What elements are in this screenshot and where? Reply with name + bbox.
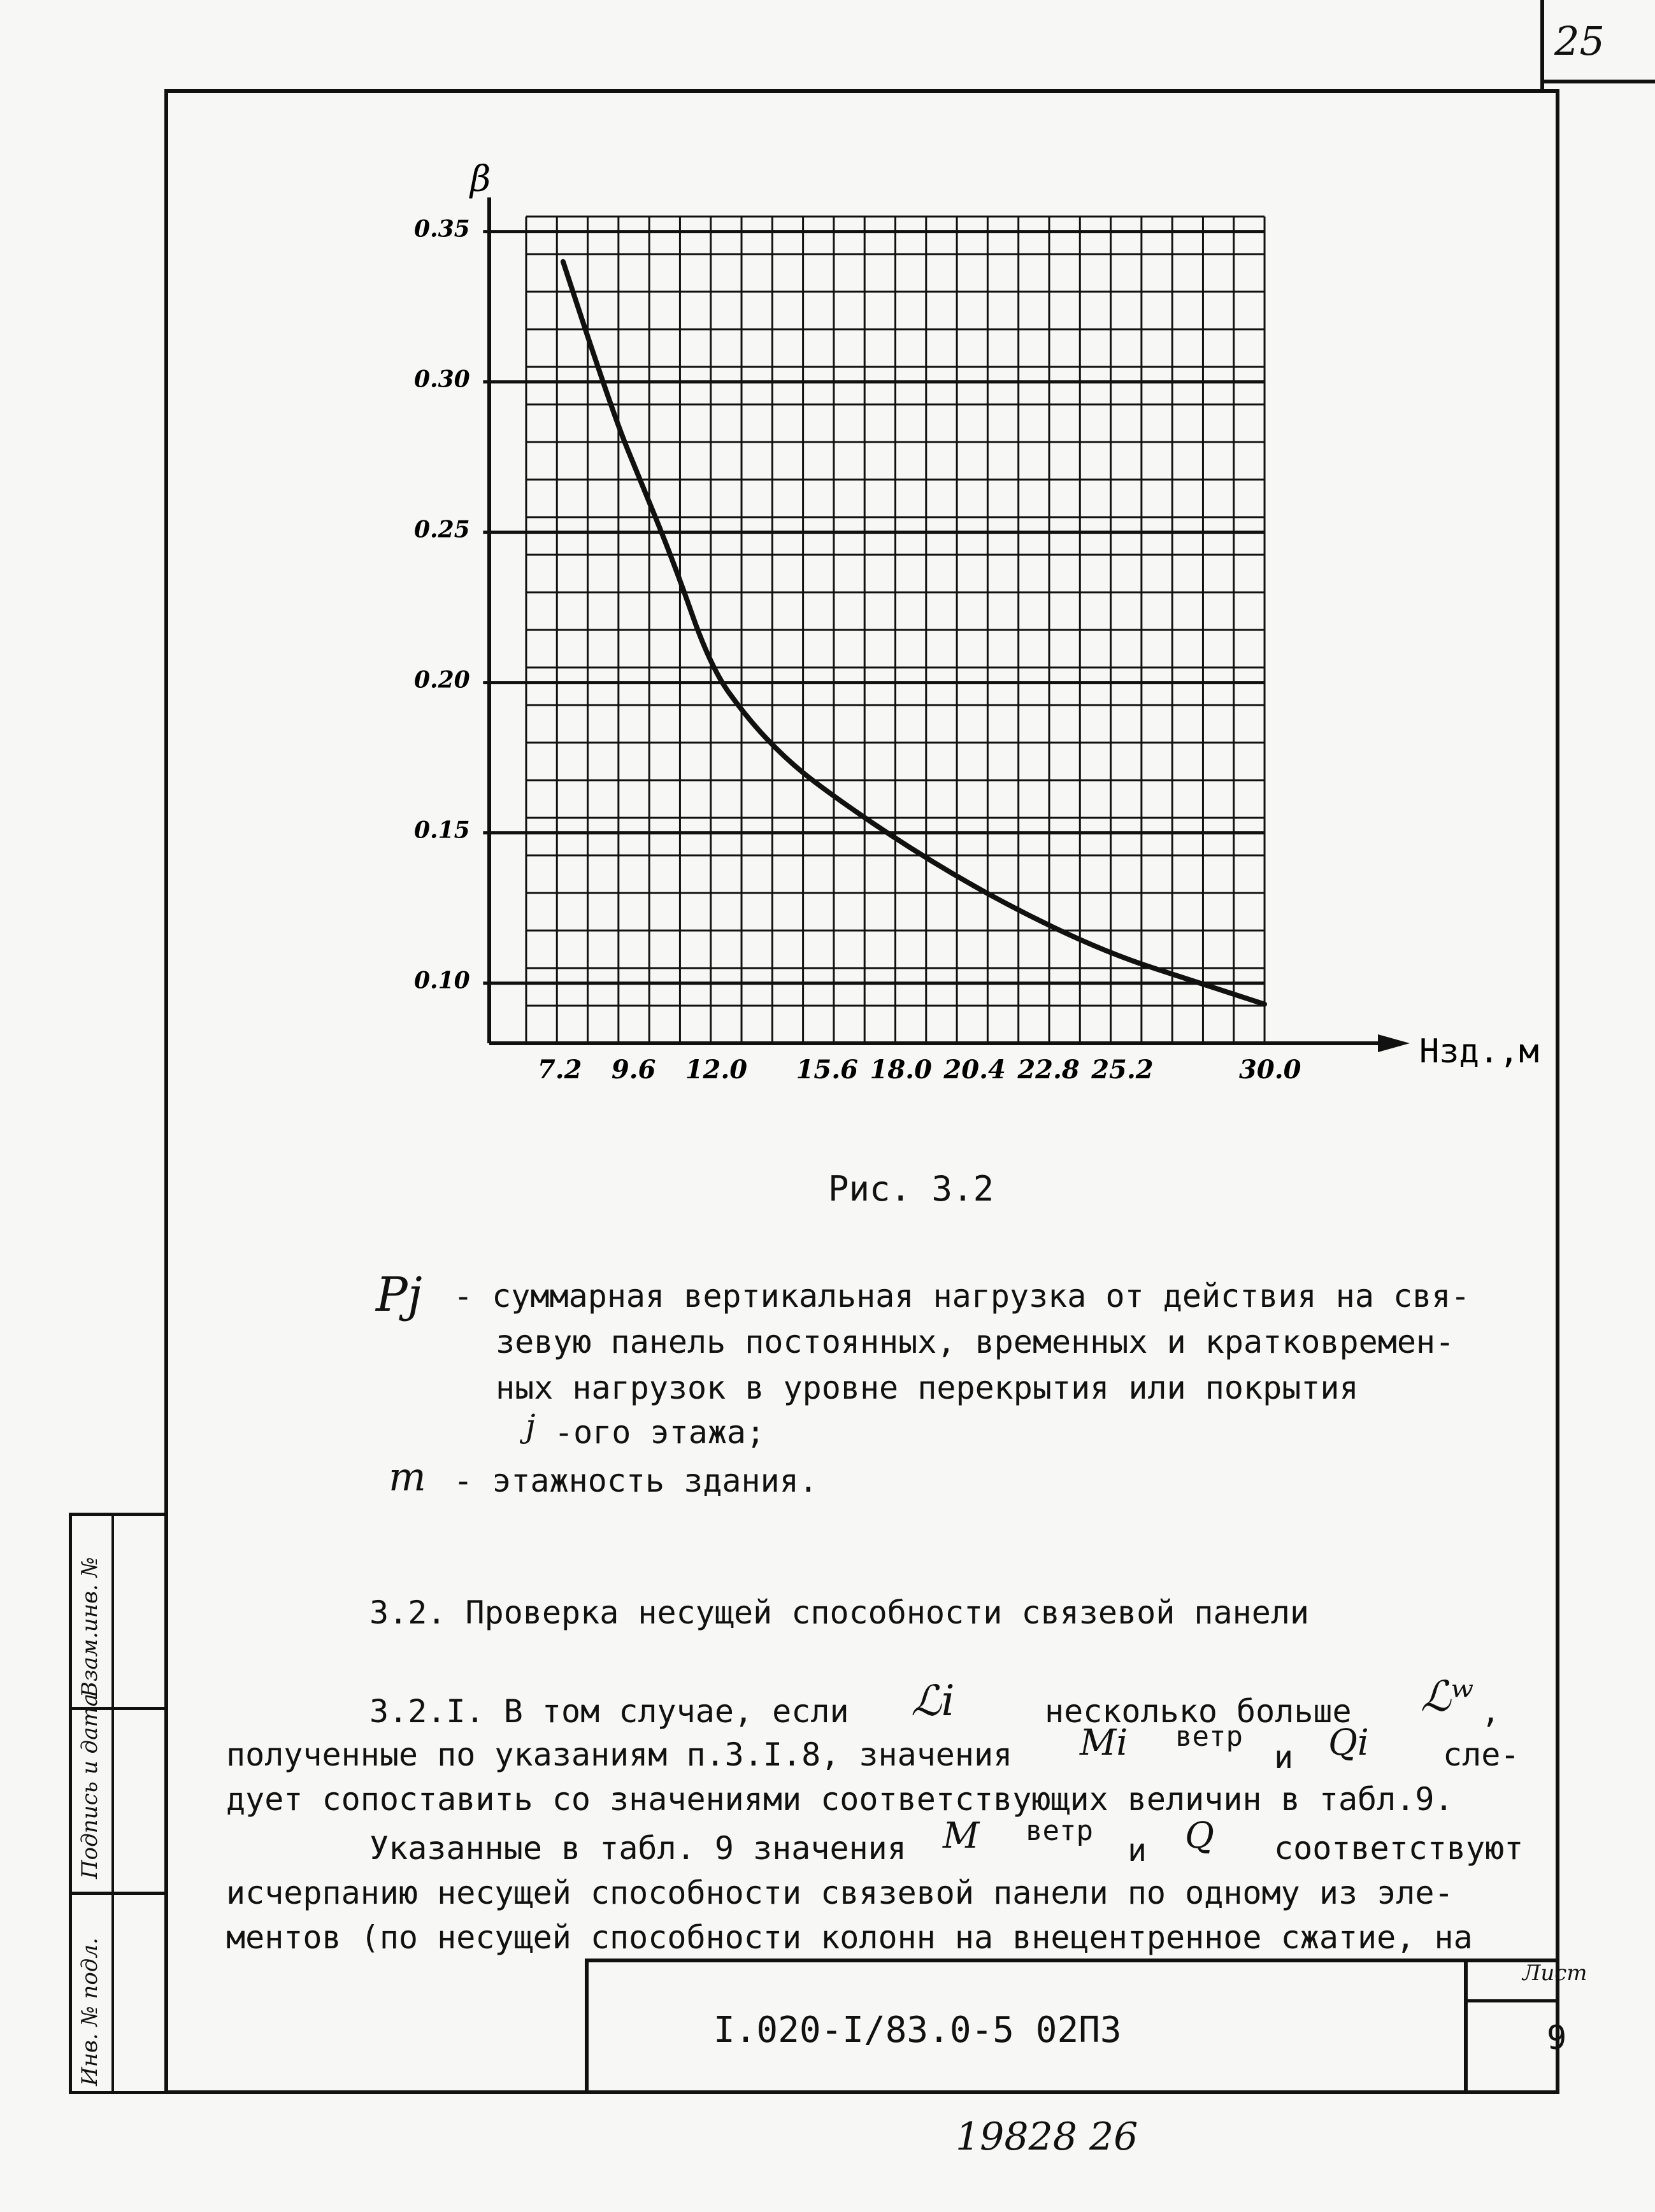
p2-sup: ветр <box>1175 1720 1243 1753</box>
symbol-m: m <box>389 1453 426 1500</box>
p4-a: Указанные в табл. 9 значения <box>369 1830 906 1867</box>
p4-b: и <box>1128 1832 1147 1869</box>
p2-c: сле- <box>1443 1736 1520 1773</box>
symbol-qi: Qi <box>1328 1722 1369 1764</box>
y-tick-label: 0.10 <box>414 967 470 994</box>
p3: дует сопоставить со значениями соответствующих величин в табл.9. <box>226 1781 1454 1818</box>
symbol-lw: ℒʷ <box>1421 1672 1474 1721</box>
top-divider-horizontal <box>1540 80 1655 83</box>
figure-caption: Рис. 3.2 <box>828 1169 994 1209</box>
y-tick-label: 0.35 <box>414 215 470 243</box>
p1-b: несколько больше <box>1045 1693 1352 1730</box>
y-tick-label: 0.15 <box>414 817 470 844</box>
y-tick-label: 0.25 <box>414 516 470 543</box>
beta-height-chart <box>382 146 1539 1102</box>
x-tick-label: 25.2 <box>1091 1055 1154 1085</box>
x-axis-label: Нзд.,м <box>1419 1032 1539 1071</box>
chart-grid <box>483 217 1265 1043</box>
p2-b: и <box>1274 1739 1294 1776</box>
y-tick-label: 0.20 <box>414 666 470 694</box>
x-tick-label: 15.6 <box>796 1055 859 1085</box>
x-tick-label: 7.2 <box>537 1055 582 1085</box>
title-block-sheet-divider <box>1468 1999 1559 2002</box>
def-pj-line3: ных нагрузок в уровне перекрытия или покрытия <box>496 1369 1359 1406</box>
p5: исчерпанию несущей способности связевой панели по одному из эле- <box>226 1874 1454 1911</box>
def-pj-line1: - суммарная вертикальная нагрузка от действия на свя- <box>454 1278 1470 1315</box>
symbol-li: ℒi <box>911 1676 955 1725</box>
chart-axes <box>489 197 1410 1052</box>
p1-a: 3.2.I. В том случае, если <box>369 1693 849 1730</box>
inv-orig-label: Инв. № подл. <box>77 1937 103 2086</box>
x-tick-label: 30.0 <box>1239 1055 1301 1085</box>
p4-sup: ветр <box>1026 1815 1093 1847</box>
p2-a: полученные по указаниям п.3.I.8, значения <box>226 1736 1013 1773</box>
symbol-m-wind: M <box>943 1815 980 1857</box>
side-stamp-strip <box>69 1513 164 2094</box>
document-code: I.020-I/83.0-5 02ПЗ <box>713 2009 1122 2051</box>
side-strip-row-line <box>72 1892 164 1895</box>
def-pj-line4: -ого этажа; <box>554 1414 766 1451</box>
archive-number: 19828 26 <box>956 2115 1138 2159</box>
sheet-label: Лист <box>1522 1960 1587 1986</box>
symbol-q: Q <box>1185 1815 1214 1857</box>
symbol-mi: Mi <box>1080 1722 1128 1764</box>
x-tick-label: 22.8 <box>1017 1055 1080 1085</box>
x-tick-label: 20.4 <box>943 1055 1006 1085</box>
x-tick-label: 9.6 <box>611 1055 656 1085</box>
sheet-page-number: 9 <box>1547 2019 1567 2057</box>
p1-c: , <box>1481 1693 1501 1730</box>
replace-inv-label: Взам.инв. № <box>77 1557 103 1697</box>
top-divider-vertical <box>1540 0 1544 89</box>
p6: ментов (по несущей способности колонн на внецентренное сжатие, на <box>226 1919 1473 1956</box>
y-axis-label: β <box>470 159 491 200</box>
def-pj-line2: зевую панель постоянных, временных и кратковремен- <box>496 1324 1455 1360</box>
section-title: 3.2. Проверка несущей способности связевой панели <box>369 1594 1310 1631</box>
chart-ticks <box>414 159 1539 1085</box>
sign-date-label: Подпись и дата <box>77 1694 103 1879</box>
x-tick-label: 12.0 <box>685 1055 748 1085</box>
symbol-j: j <box>526 1408 536 1445</box>
x-tick-label: 18.0 <box>870 1055 932 1085</box>
symbol-pj: Pj <box>376 1267 422 1322</box>
p4-c: соответствуют <box>1274 1830 1524 1867</box>
y-tick-label: 0.30 <box>414 366 470 393</box>
def-m: - этажность здания. <box>454 1462 818 1499</box>
sheet-number: 25 <box>1554 18 1605 64</box>
